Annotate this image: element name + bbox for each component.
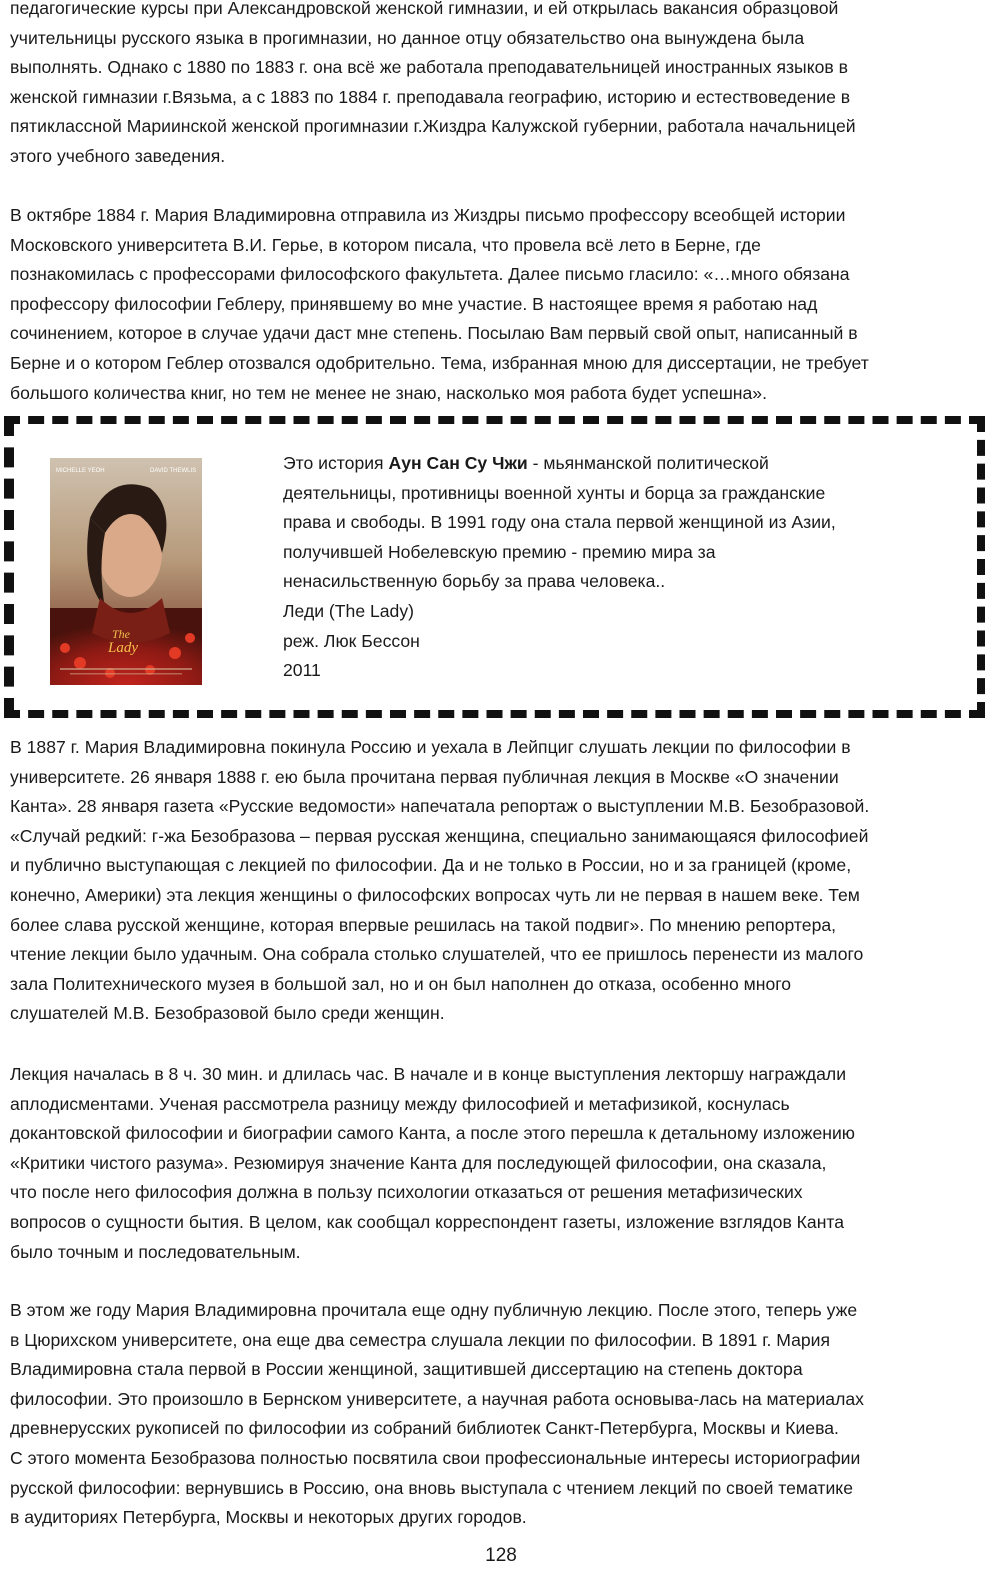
text-line: Берне и о котором Геблер отозвался одобрительно. Тема, избранная мною для диссертации, не требует xyxy=(10,352,869,373)
text-line: сочинением, которое в случае удачи даст мне степень. Посылаю Вам первый свой опыт, написанный в xyxy=(10,323,858,344)
paragraph-2 xyxy=(10,201,988,408)
text-line: зала Политехнического музея в большой зал, но и он был наполнен до отказа, особенно много xyxy=(10,973,792,994)
text-line: Владимировна стала первой в России женщиной, защитившей диссертацию на степень доктора xyxy=(10,1359,803,1380)
text-line: русской философии: вернувшись в Россию, она вновь выступала с чтением лекций по своей тематике xyxy=(10,1477,853,1498)
text-line: что после него философия должна в пользу психологии отказаться от решения метафизических xyxy=(10,1182,803,1203)
text-line: выполнять. Однако с 1880 по 1883 г. она всё же работала преподавательницей иностранных языков в xyxy=(10,57,848,78)
page-number: 128 xyxy=(485,1545,517,1566)
text-line: и публично выступающая с лекцией по философии. Да и не только в России, но и за границей (кроме, xyxy=(10,855,852,876)
film-director: реж. Люк Бессон xyxy=(283,630,420,651)
film-poster-image xyxy=(50,458,202,685)
poster-actor-right: DAVID THEWLIS xyxy=(150,468,197,474)
text-line: В 1887 г. Мария Владимировна покинула Россию и уехала в Лейпциг слушать лекции по философии в xyxy=(10,737,851,757)
text-line: «Критики чистого разума». Резюмируя значение Канта для последующей философии, она сказала, xyxy=(10,1152,827,1173)
text-line: «Случай редкий: г-жа Безобразова – первая русская женщина, специально занимающаяся философией xyxy=(10,825,869,846)
text-line: большого количества книг, но тем не менее не знаю, насколько моя работа будет успешна». xyxy=(10,382,767,403)
paragraph-4 xyxy=(10,1060,988,1267)
poster-illustration xyxy=(50,458,202,685)
paragraph-3 xyxy=(10,733,988,1029)
text-line: Канта». 28 января газета «Русские ведомости» напечатала репортаж о выступлении М.В. Безобразовой. xyxy=(10,796,870,817)
text-line: Лекция началась в 8 ч. 30 мин. и длилась час. В начале и в конце выступления лекторшу награждали xyxy=(10,1064,847,1084)
text-line: философии. Это произошло в Бернском университете, а научная работа основыва-лась на материалах xyxy=(10,1388,864,1409)
paragraph-1 xyxy=(10,0,988,172)
text-line: пятиклассной Мариинской женской прогимназии г.Жиздра Калужской губернии, работала начальницей xyxy=(10,116,856,137)
text-line: в аудиториях Петербурга, Москвы и некоторых других городов. xyxy=(10,1507,527,1528)
film-description xyxy=(283,449,963,686)
text-line: В октябре 1884 г. Мария Владимировна отправила из Жиздры письмо профессору всеобщей истории xyxy=(10,205,846,225)
text-line: получившей Нобелевскую премию - премию мира за xyxy=(283,541,716,562)
text-line: права и свободы. В 1991 году она стала первой женщиной из Азии, xyxy=(283,512,836,533)
film-title: Леди (The Lady) xyxy=(283,600,414,621)
text-line: докантовской философии и биографии самого Канта, а после этого перешла к детальному изложению xyxy=(10,1123,855,1144)
film-intro-line xyxy=(283,449,963,479)
text-line: ненасильственную борьбу за права человека.. xyxy=(283,571,666,592)
text-line: С этого момента Безобразова полностью посвятила свои профессиональные интересы историографии xyxy=(10,1447,861,1468)
film-intro-prefix: Это история xyxy=(283,453,389,473)
text-line: этого учебного заведения. xyxy=(10,145,226,166)
text-line: педагогические курсы при Александровской женской гимназии, и ей открылась вакансия образцовой xyxy=(10,0,839,18)
text-line: древнерусских рукописей по философии из собраний библиотек Санкт-Петербурга, Москвы и Киева. xyxy=(10,1418,839,1439)
text-line: познакомилась с профессорами философского факультета. Далее письмо гласило: «…много обязана xyxy=(10,264,850,285)
poster-actor-left: MICHELLE YEOH xyxy=(56,468,105,474)
text-line: в Цюрихском университете, она еще два семестра слушала лекции по философии. В 1891 г. Мария xyxy=(10,1329,831,1350)
text-line: профессору философии Геблеру, принявшему во мне участие. В настоящее время я работаю над xyxy=(10,293,818,314)
poster-title-word-2: Lady xyxy=(108,640,138,656)
film-intro-suffix: - мьянманской политической xyxy=(527,453,769,473)
text-line: конечно, Америки) эта лекция женщины о философских вопросах чуть ли не первая в нашем веке. Тем xyxy=(10,884,860,905)
text-line: аплодисментами. Ученая рассмотрела разницу между философией и метафизикой, коснулась xyxy=(10,1093,790,1114)
film-subject-name: Аун Сан Су Чжи xyxy=(388,453,528,473)
text-line: чтение лекции было удачным. Она собрала столько слушателей, что ее пришлось перенести из малого xyxy=(10,944,864,965)
film-year: 2011 xyxy=(283,660,321,681)
poster-title-word-1: The xyxy=(112,627,130,641)
text-line: женской гимназии г.Вязьма, а с 1883 по 1884 г. преподавала географию, историю и естествоведение в xyxy=(10,86,851,107)
text-line: деятельницы, противницы военной хунты и борца за гражданские xyxy=(283,482,826,503)
text-line: было точным и последовательным. xyxy=(10,1241,301,1262)
text-line: слушателей М.В. Безобразовой было среди женщин. xyxy=(10,1003,445,1024)
text-line: Московского университета В.И. Герье, в котором писала, что провела всё лето в Берне, где xyxy=(10,234,761,255)
text-line: вопросов о сущности бытия. В целом, как сообщал корреспондент газеты, изложение взглядов Канта xyxy=(10,1211,845,1232)
text-line: В этом же году Мария Владимировна прочитала еще одну публичную лекцию. После этого, теперь уже xyxy=(10,1300,858,1320)
text-line: учительницы русского языка в прогимназии, но данное отцу обязательство она вынуждена была xyxy=(10,27,805,48)
paragraph-5 xyxy=(10,1296,988,1533)
text-line: университете. 26 января 1888 г. ею была прочитана первая публичная лекция в Москве «О значении xyxy=(10,766,839,787)
text-line: более слава русской женщине, которая впервые решилась на такой подвиг». По мнению репортера, xyxy=(10,914,837,935)
